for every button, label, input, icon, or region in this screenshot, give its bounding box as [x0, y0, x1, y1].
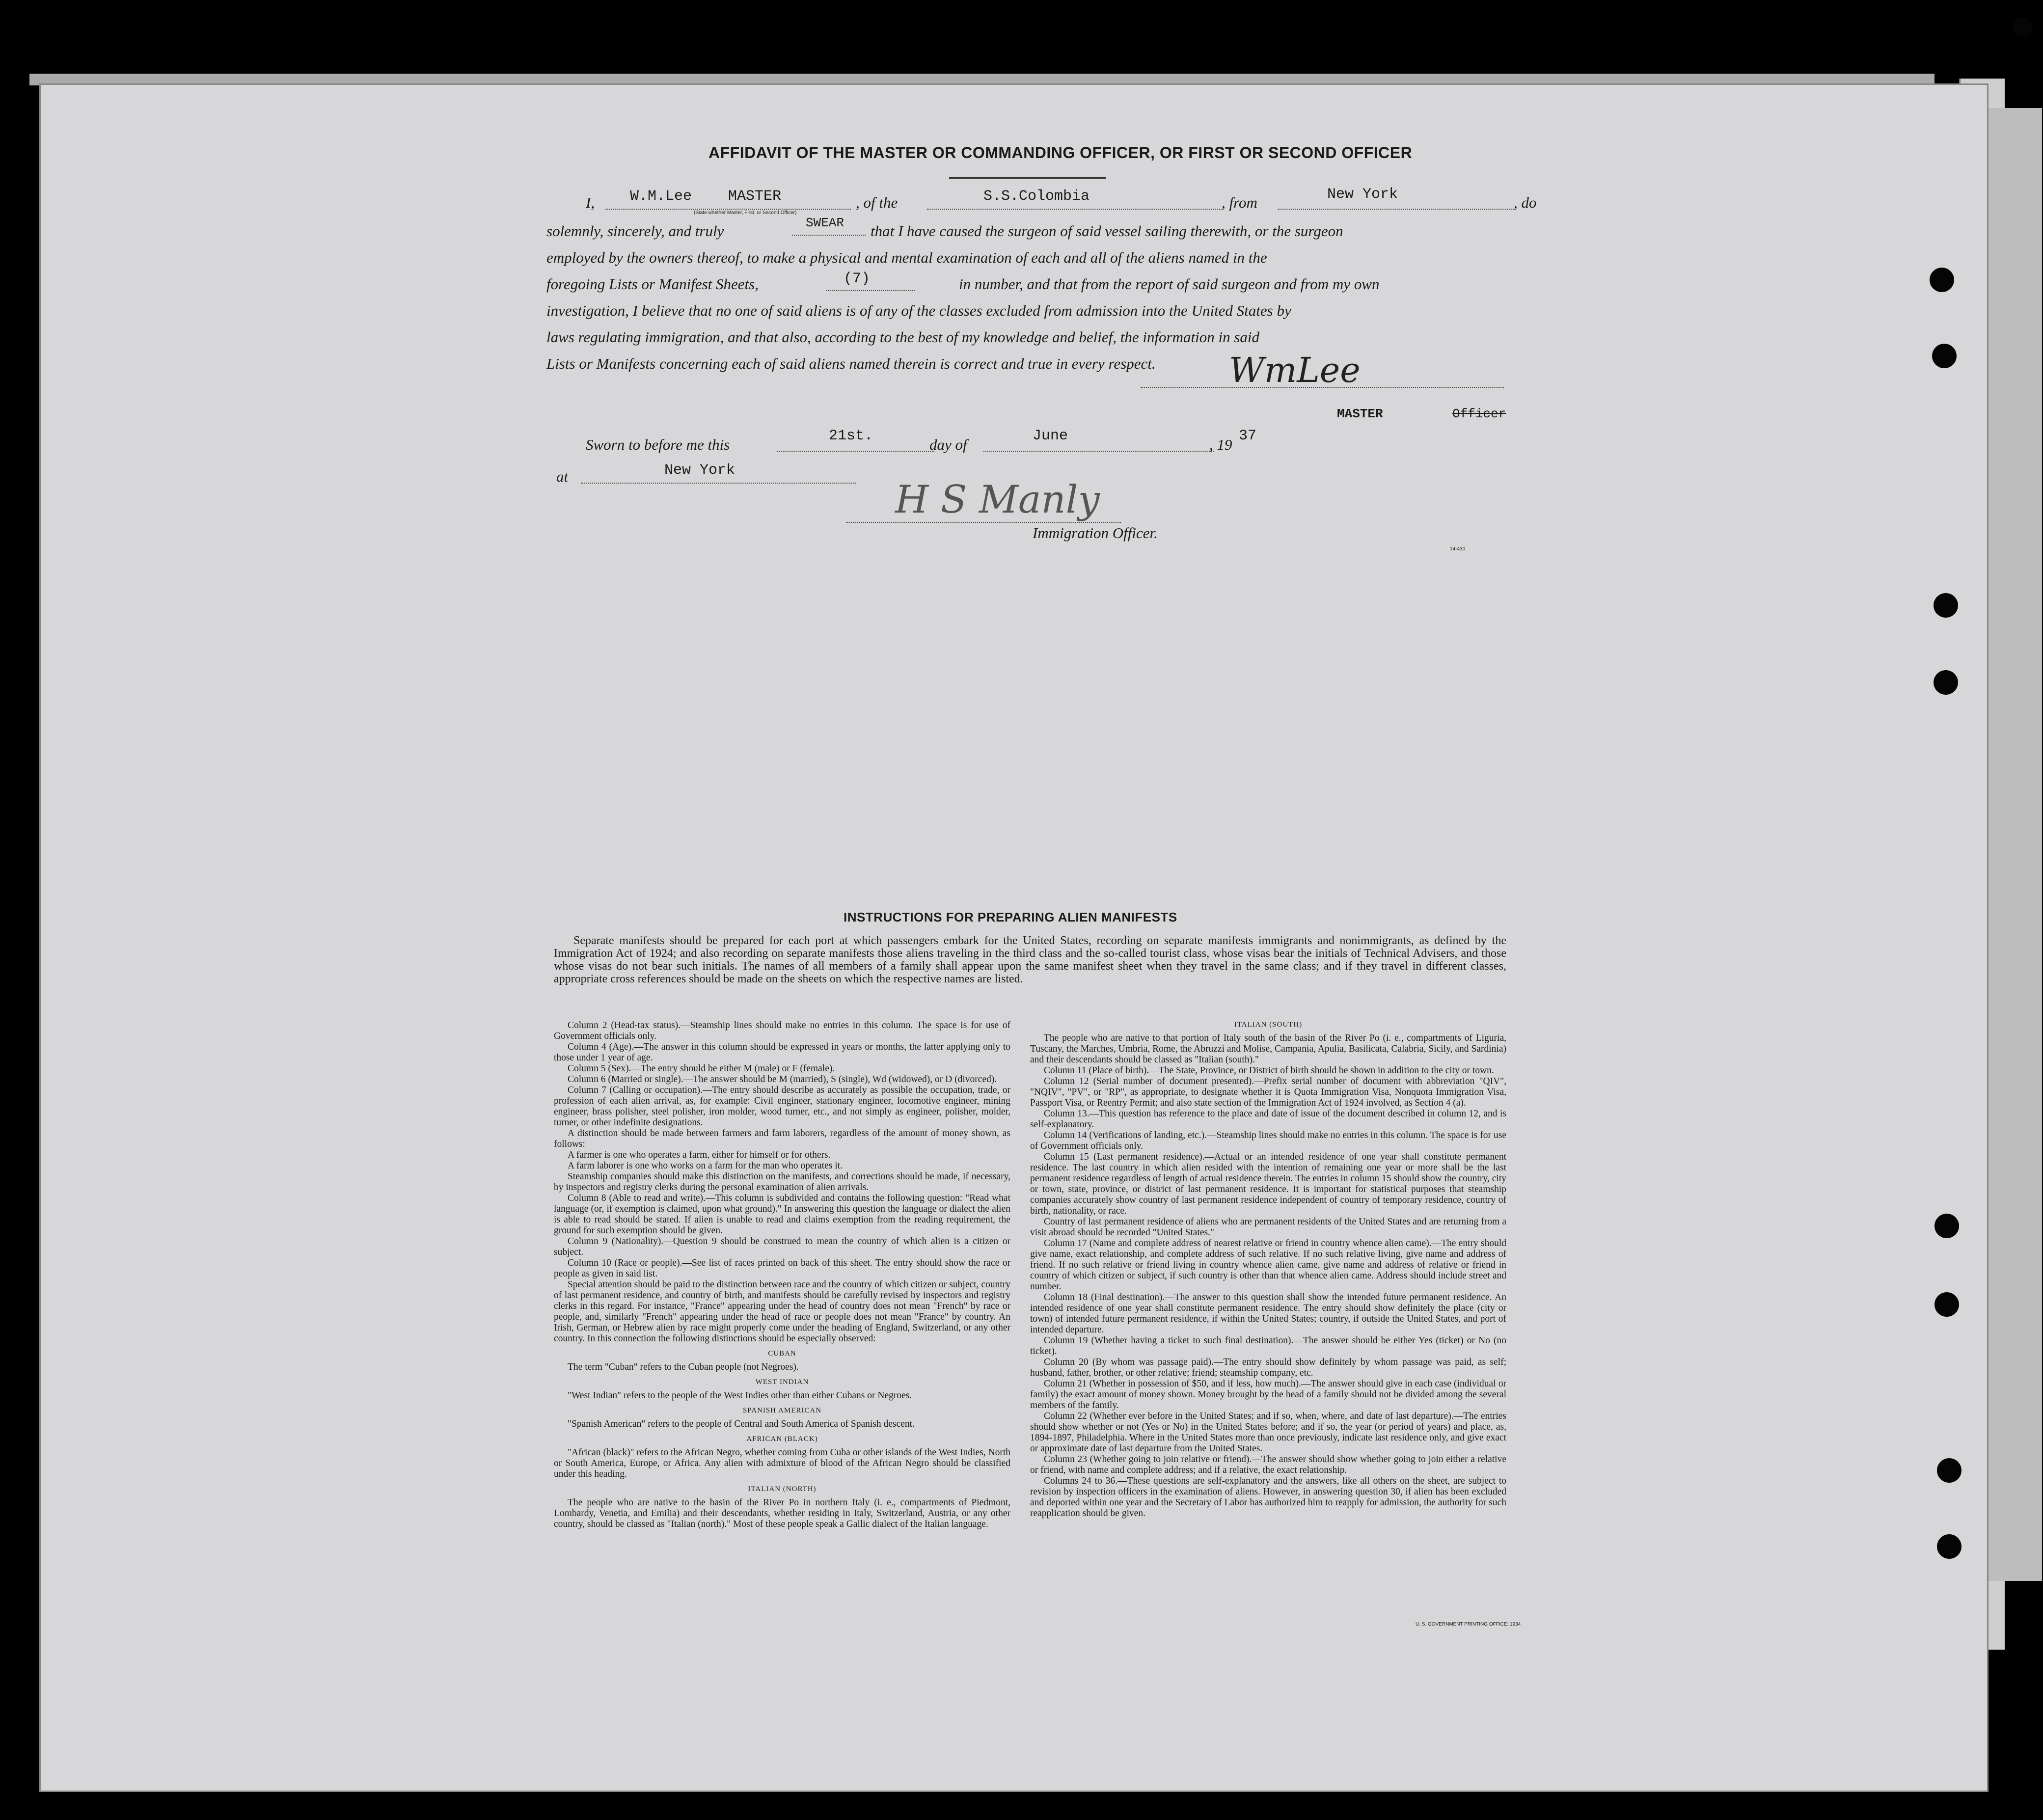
printer-note: U. S. GOVERNMENT PRINTING OFFICE: 1934	[1416, 1622, 1521, 1627]
african-heading: AFRICAN (BLACK)	[746, 1435, 818, 1443]
instruction-paragraph: Column 5 (Sex).—The entry should be either M (male) or F (female).	[568, 1063, 835, 1074]
year-suffix: 37	[1239, 428, 1257, 444]
signer-title: MASTER	[1337, 407, 1383, 421]
instruction-paragraph: Special attention should be paid to the distinction between race and the country of which citizen or subject, country of last permanent residence, and country of birth, and manifests should be carefully revised by inspectors and registry clerks in this regard. For instance, "France" appearing under the head of country does not mean "French" by race or people, and, similarly "French" appearing under the head of race or people does not mean "France" by country. An Irish, German, or Hebrew alien by race might properly come under the heading of England, Switzerland, or any other country. In this connection the following distinctions should be especially observed:	[554, 1279, 1010, 1344]
west-indian-heading: WEST INDIAN	[755, 1378, 809, 1386]
i-label: I,	[586, 194, 595, 211]
punch-hole	[1934, 593, 1958, 618]
officer-rank: MASTER	[728, 188, 782, 205]
instruction-paragraph: Steamship companies should make this distinction on the manifests, and corrections should be made, if necessary, by inspectors and registry clerks during the personal examination of alien arrivals.	[554, 1171, 1010, 1193]
instruction-paragraph: Column 17 (Name and complete address of nearest relative or friend in country whence alien came).—The entry should give name, exact relationship, and complete address of such relative. If no such relative living, give name and address of friend. If no such relative or friend living in country whence alien came, give name and address of relative or friend in country of which citizen or subject, if such country is other than that whence alien came. Address should include street and number.	[1030, 1238, 1506, 1292]
punch-hole	[1937, 1458, 1961, 1483]
african-text: "African (black)" refers to the African Negro, whether coming from Cuba or other islands of the West Indies, North or South America, Europe, or Africa. Any alien with admixture of blood of the African Negro should be classified under this heading.	[554, 1447, 1010, 1479]
italian-north-heading: ITALIAN (NORTH)	[748, 1485, 817, 1493]
affidavit-title: AFFIDAVIT OF THE MASTER OR COMMANDING OFFICER, OR FIRST OR SECOND OFFICER	[708, 144, 1413, 162]
italian-south-heading: ITALIAN (SOUTH)	[1234, 1021, 1303, 1029]
month-line	[983, 451, 1214, 452]
instruction-paragraph: Column 19 (Whether having a ticket to such final destination).—The answer should be either Yes (ticket) or No (no ticket).	[1030, 1335, 1506, 1357]
form-number: 14-430	[1450, 546, 1466, 552]
spanish-american-heading: SPANISH AMERICAN	[742, 1407, 822, 1414]
punch-hole	[2013, 17, 2033, 37]
year-prefix: , 19	[1209, 436, 1232, 453]
instruction-paragraph: The people who are native to that portion of Italy south of the basin of the River Po (i. e., compartments of Liguria, Tuscany, the Marches, Umbria, Rome, the Abruzzi and Molise, Campania, Apulia, Basilicata, Calabria, Sicily, and Sardinia) and their descendants should be classed as "Italian (south)."	[1030, 1033, 1506, 1065]
instruction-paragraph: Column 7 (Calling or occupation).—The entry should describe as accurately as possible the occupation, trade, or profession of each alien arrival, as, for example: Civil engineer, stationary engineer, locomotive engineer, mining engineer, brass polisher, steel polisher, iron molder, wood turner, etc., and not simply as engineer, polisher, molder, turner, or other indefinite designations.	[554, 1085, 1010, 1128]
at-place: New York	[664, 462, 735, 479]
line5: investigation, I believe that no one of said aliens is of any of the classes excluded from admission into the United States by	[546, 302, 1291, 319]
instruction-paragraph: Column 6 (Married or single).—The answer should be M (married), S (single), Wd (widowed), or D (divorced).	[568, 1074, 997, 1085]
instructions-title: INSTRUCTIONS FOR PREPARING ALIEN MANIFESTS	[844, 910, 1177, 924]
title-rule	[949, 177, 1106, 179]
instruction-paragraph: Column 18 (Final destination).—The answer to this question shall show the intended future permanent residence. An intended residence of one year shall constitute permanent residence. The entry should show definitely the place (city or town) of intended future permanent residence, if within the United States; country, if outside the United States, and port of intended departure.	[1030, 1292, 1506, 1335]
sworn-label: Sworn to before me this	[586, 436, 730, 453]
instruction-paragraph: Column 10 (Race or people).—See list of races printed on back of this sheet. The entry should show the race or people as given in said list.	[554, 1258, 1010, 1279]
swear-line	[792, 235, 866, 236]
instruction-paragraph: Country of last permanent residence of aliens who are permanent residents of the United States and are returning from a visit abroad should be recorded "United States."	[1030, 1217, 1506, 1238]
rank-note: (State whether Master, First, or Second Officer)	[694, 210, 797, 216]
vessel-name: S.S.Colombia	[983, 188, 1090, 205]
punch-hole	[1930, 268, 1954, 292]
instruction-paragraph: Column 15 (Last permanent residence).—Actual or an intended residence of one year shall constitute permanent residence. The last country in which alien resided with the intention of remaining one year or more shall be the last permanent residence regardless of length of actual residence therein. The entries in column 15 should show the country, city or town, state, province, or district of last permanent residence. It is important for statistical purposes that steamship companies accurately show country of last permanent residence independent of country of temporary residence, country of birth, nationality, or race.	[1030, 1152, 1506, 1216]
sworn-day: 21st.	[829, 428, 873, 444]
instructions-intro: Separate manifests should be prepared for each port at which passengers embark for the United States, recording on separate manifests immigrants and nonimmigrants, as defined by the Immigration Act of 1924; and also recording on separate manifests those aliens traveling in the third class and the so-called tourist class, whose visas bear the initials of Technical Advisers, and those whose visas do not bear such initials. The names of all members of a family shall appear upon the same manifest sheet when they travel in the same class; and if they travel in different classes, appropriate cross references should be made on the sheets on which the respective names are listed.	[554, 934, 1506, 985]
line4-b: in number, and that from the report of said surgeon and from my own	[959, 275, 1380, 293]
name-line	[605, 209, 851, 210]
instruction-paragraph: Column 13.—This question has reference to the place and date of issue of the document described in column 12, and is self-explanatory.	[1030, 1109, 1506, 1130]
day-of-label: day of	[929, 436, 967, 453]
instruction-paragraph: Column 14 (Verifications of landing, etc.).—Steamship lines should make no entries in this column. The space is for use of Government officials only.	[1030, 1130, 1506, 1151]
italian-north-text: The people who are native to the basin of the River Po in northern Italy (i. e., compartments of Piedmont, Lombardy, Venetia, and Emilia) and their descendants, whether residing in Italy, Switzerland, Austria, or any other country, should be classed as "Italian (north)." Most of these people speak a Gallic dialect of the Italian language.	[554, 1497, 1010, 1529]
sheets-line	[826, 290, 915, 291]
instruction-paragraph: A farm laborer is one who works on a farm for the man who operates it.	[568, 1161, 843, 1171]
of-the-label: , of the	[856, 194, 898, 211]
line6: laws regulating immigration, and that also, according to the best of my knowledge and belief, the information in said	[546, 328, 1260, 346]
punch-hole	[1932, 344, 1957, 368]
punch-hole	[1934, 1292, 1959, 1317]
line2-a: solemnly, sincerely, and truly	[546, 222, 724, 240]
at-label: at	[556, 468, 569, 485]
instructions-right-column	[1030, 1015, 1506, 1519]
instruction-paragraph: Columns 24 to 36.—These questions are self-explanatory and the answers, like all others on the sheet, are subject to revision by inspection officers in the examination of aliens. However, in answering question 30, if alien has been excluded and deported within one year and the Secretary of Labor has authorized him to reapply for admission, the authority for such reapplication should be given.	[1030, 1476, 1506, 1519]
do-label: , do	[1514, 194, 1537, 211]
punch-hole	[1937, 1534, 1961, 1559]
instruction-paragraph: A distinction should be made between farmers and farm laborers, regardless of the amount of money shown, as follows:	[554, 1128, 1010, 1149]
instruction-paragraph: Column 12 (Serial number of document presented).—Prefix serial number of document with abbreviation "QIV", "NQIV", "PV", or "RP", as appropriate, to designate whether it is Quota Immigration Visa, Nonquota Immigration Visa, Passport Visa, or Reentry Permit; and also state section of the Immigration Act of 1924 involved, as Section 4 (a).	[1030, 1076, 1506, 1108]
instruction-paragraph: Column 2 (Head-tax status).—Steamship lines should make no entries in this column. The space is for use of Government officials only.	[554, 1020, 1010, 1041]
officer-name: W.M.Lee	[630, 188, 692, 205]
instruction-paragraph: Column 4 (Age).—The answer in this column should be expressed in years or months, the latter applying only to those under 1 year of age.	[554, 1042, 1010, 1063]
spanish-american-text: "Spanish American" refers to the people of Central and South America of Spanish descent.	[568, 1419, 915, 1429]
instruction-paragraph: Column 20 (By whom was passage paid).—The entry should show definitely by whom passage was paid, as self; husband, father, brother, or other relative; friend; steamship company, etc.	[1030, 1357, 1506, 1378]
instructions-left-column	[554, 1020, 1010, 1530]
officer-title: Immigration Officer.	[1033, 524, 1158, 542]
instruction-paragraph: Column 9 (Nationality).—Question 9 should be construed to mean the country of which alien is a citizen or subject.	[554, 1236, 1010, 1257]
sworn-month: June	[1033, 428, 1068, 444]
instruction-paragraph: Column 22 (Whether ever before in the United States; and if so, when, where, and date of last departure).—The entries should show whether or not (Yes or No) in the United States before; and if so, the year (or period of years) and place, as, 1894-1897, Philadelphia. Where in the United States more than once previously, indicate last residence only, and give exact or approximate date of last departure from the United States.	[1030, 1411, 1506, 1454]
swear-text: SWEAR	[806, 216, 844, 230]
instruction-paragraph: A farmer is one who operates a farm, either for himself or for others.	[568, 1150, 831, 1160]
cuban-heading: CUBAN	[768, 1350, 796, 1358]
west-indian-text: "West Indian" refers to the people of the West Indies other than either Cubans or Negroes.	[568, 1390, 912, 1401]
at-line	[581, 483, 856, 484]
immigration-officer-signature: H S Manly	[895, 478, 1100, 522]
line2-b: that I have caused the surgeon of said vessel sailing therewith, or the surgeon	[871, 222, 1343, 240]
from-place: New York	[1327, 186, 1398, 203]
instruction-paragraph: Column 21 (Whether in possession of $50, and if less, how much).—The answer should give in each case (individual or family) the exact amount of money shown. Money brought by the head of a family should not be divided among the several members of the family.	[1030, 1379, 1506, 1411]
punch-hole	[1934, 1214, 1959, 1238]
punch-hole	[1934, 670, 1958, 695]
manifest-page	[39, 83, 1989, 1792]
master-signature: WmLee	[1229, 350, 1361, 390]
line4-a: foregoing Lists or Manifest Sheets,	[546, 275, 759, 293]
signature-line	[1141, 387, 1504, 388]
line3: employed by the owners thereof, to make a physical and mental examination of each and all of the aliens named in the	[546, 249, 1267, 266]
line7: Lists or Manifests concerning each of said aliens named therein is correct and true in every respect.	[546, 355, 1156, 372]
cuban-text: The term "Cuban" refers to the Cuban people (not Negroes).	[568, 1362, 799, 1372]
instruction-paragraph: Column 23 (Whether going to join relative or friend).—The answer should show whether going to join either a relative or friend, with name and complete address; and if a relative, the exact relationship.	[1030, 1454, 1506, 1475]
signer-title-struck: Officer	[1452, 407, 1506, 421]
officer-line	[846, 522, 1121, 523]
instruction-paragraph: Column 8 (Able to read and write).—This column is subdivided and contains the following question: "Read what language (or, if exemption is claimed, upon what ground)." In answering this question the language or dialect the alien is able to read should be stated. If alien is unable to read and claims exemption from the reading requirement, the ground for such exemption should be given.	[554, 1193, 1010, 1236]
day-line	[777, 451, 934, 452]
sheet-count: (7)	[844, 271, 871, 287]
instruction-paragraph: Column 11 (Place of birth).—The State, Province, or District of birth should be shown in addition to the city or town.	[1044, 1065, 1494, 1076]
from-line	[1278, 209, 1514, 210]
vessel-line	[927, 209, 1222, 210]
from-label: , from	[1222, 194, 1257, 211]
